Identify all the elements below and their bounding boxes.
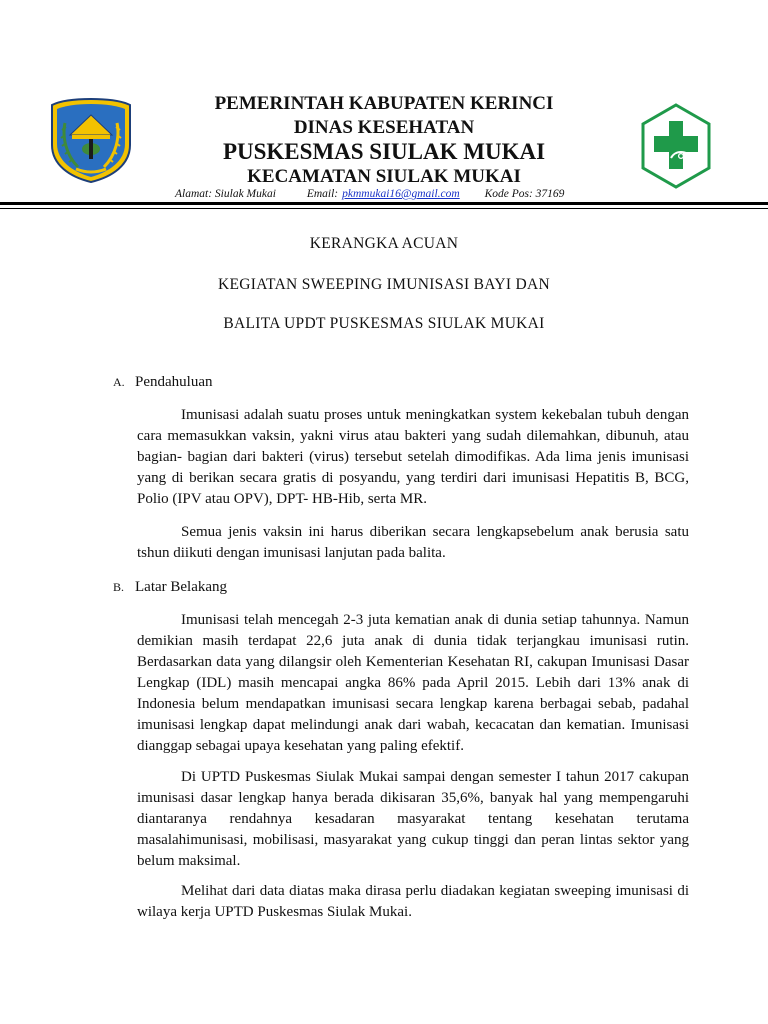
section-title: Latar Belakang bbox=[135, 579, 228, 595]
letterhead bbox=[0, 0, 768, 215]
section-title: Pendahuluan bbox=[135, 374, 213, 390]
letterhead-divider-thin bbox=[0, 208, 768, 209]
section-heading-latar-belakang bbox=[113, 579, 227, 596]
document-subtitle-line1: KEGIATAN SWEEPING IMUNISASI BAYI DAN bbox=[218, 276, 550, 293]
letterhead-subdistrict: KECAMATAN SIULAK MUKAI bbox=[247, 166, 521, 187]
paragraph: Semua jenis vaksin ini harus diberikan secara lengkapsebelum anak berusia satu tshun diikuti dengan imunisasi lanjutan pada balita. bbox=[137, 524, 689, 561]
postal-code: Kode Pos: 37169 bbox=[484, 188, 565, 200]
letterhead-government: PEMERINTAH KABUPATEN KERINCI bbox=[214, 93, 554, 114]
section-marker: A. bbox=[113, 375, 125, 389]
paragraph: Imunisasi telah mencegah 2-3 juta kematian anak di dunia setiap tahunnya. Namun demikian masih terdapat 22,6 juta anak di dunia tidak terjangkau imunisasi rutin. Berdasarkan data yang dilangsir oleh Kementerian Kesehatan RI, cakupan Imunisasi Dasar Lengkap (IDL) masih mencapai angka 86% pada April 2015. Lebih dari 13% anak di Indonesia belum mendapatkan imunisasi secara lengkap karena berbagai sebab, padahal imunisasi lengkap dapat melindungi anak dari wabah, kecacatan dan kematian. Imunisasi dianggap sebagai upaya kesehatan yang paling efektif. bbox=[137, 612, 689, 754]
paragraph: Di UPTD Puskesmas Siulak Mukai sampai dengan semester I tahun 2017 cakupan imunisasi dasar lengkap hanya berada dikisaran 35,6%, banyak hal yang mempengaruhi diantaranya rendahnya kesadaran masyarakat tentang kesehatan terutama masalahimunisasi, mobilisasi, masyarakat yang cukup tinggi dan peran lintas sektor yang belum maksimal. bbox=[137, 769, 689, 869]
document-title: KERANGKA ACUAN bbox=[309, 235, 459, 252]
puskesmas-emblem bbox=[641, 103, 711, 189]
email-label: Email: bbox=[306, 188, 339, 200]
letterhead-puskesmas: PUSKESMAS SIULAK MUKAI bbox=[222, 139, 546, 164]
letterhead-divider-thick bbox=[0, 202, 768, 205]
letterhead-department: DINAS KESEHATAN bbox=[293, 117, 475, 138]
document-subtitle-line2: BALITA UPDT PUSKESMAS SIULAK MUKAI bbox=[223, 315, 545, 332]
email-link[interactable]: pkmmukai16@gmail.com bbox=[342, 188, 460, 200]
section-marker: B. bbox=[113, 580, 125, 594]
address-text: Alamat: Siulak Mukai bbox=[175, 188, 276, 200]
section-heading-pendahuluan bbox=[113, 374, 212, 391]
paragraph: Imunisasi adalah suatu proses untuk meningkatkan system kekebalan tubuh dengan cara memasukkan vaksin, yakni virus atau bakteri yang sudah dilemahkan, dibunuh, atau bagian- bagian dari bakteri (virus) tersebut setelah dimodifikas. Ada lima jenis imunisasi yang di berikan secara gratis di posyandu, yang terdiri dari imunisasi Hepatitis B, BCG, Polio (IPV atau OPV), DPT- HB-Hib, serta MR. bbox=[137, 407, 689, 507]
paragraph: Melihat dari data diatas maka dirasa perlu diadakan kegiatan sweeping imunisasi di wilaya kerja UPTD Puskesmas Siulak Mukai. bbox=[137, 883, 689, 920]
letterhead-contact bbox=[175, 188, 592, 200]
